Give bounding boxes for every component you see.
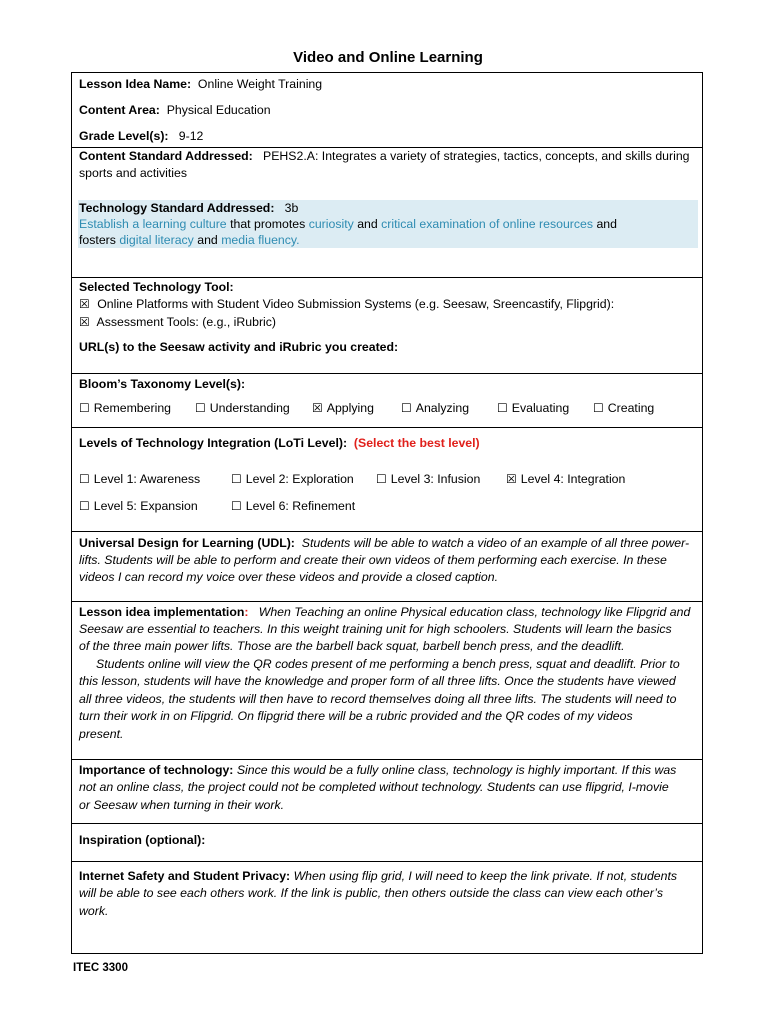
- safety-section: [72, 861, 702, 953]
- importance-line1: [79, 762, 696, 780]
- implementation-text: all three videos, the students will then have to record themselves doing all three lifts. The students will need to: [79, 692, 677, 706]
- standard-text: and: [593, 217, 617, 231]
- loti-option-label: Level 4: Integration: [520, 472, 626, 486]
- content-standard-label: Content Standard Addressed:: [79, 149, 253, 163]
- implementation-colon: :: [244, 605, 249, 619]
- loti-option[interactable]: [376, 472, 480, 486]
- standard-text: that promotes: [226, 217, 309, 231]
- tool-option-label: Assessment Tools: (e.g., iRubric): [96, 315, 277, 329]
- blooms-option-label: Analyzing: [415, 401, 470, 415]
- standard-text: and: [353, 217, 382, 231]
- importance-section: [72, 759, 702, 823]
- technology-standard-text-line1: [79, 216, 696, 234]
- loti-label-row: [79, 435, 696, 453]
- checked-box-icon[interactable]: ☒: [506, 472, 517, 486]
- implementation-text: Seesaw are essential to teachers. In this weight training unit for high schoolers. Students will learn the basics: [79, 622, 672, 636]
- unchecked-box-icon[interactable]: ☐: [195, 401, 206, 415]
- standard-text: fosters: [79, 233, 120, 247]
- loti-option-label: Level 2: Exploration: [245, 472, 354, 486]
- url-label: URL(s) to the Seesaw activity and iRubric you created:: [79, 340, 399, 354]
- tool-option-label: Online Platforms with Student Video Submission Systems (e.g. Seesaw, Sreencastify, Flipgrid):: [97, 297, 615, 311]
- content-area-value: Physical Education: [166, 103, 271, 117]
- implementation-text: this lesson, students will have the knowledge and proper form of all three lifts. Once the students have viewed: [79, 674, 676, 688]
- safety-label: Internet Safety and Student Privacy:: [79, 869, 291, 883]
- udl-line1: [79, 535, 696, 553]
- udl-text: Students will be able to watch a video of an example of all three power-: [301, 536, 690, 550]
- implementation-text: When Teaching an online Physical education class, technology like Flipgrid and: [258, 605, 691, 619]
- standard-highlight-phrase: critical examination of online resources: [381, 217, 594, 231]
- importance-text: not an online class, the project could not be completed without technology. Students can use flipgrid, I-movie: [79, 780, 669, 794]
- unchecked-box-icon[interactable]: ☐: [79, 499, 90, 513]
- standard-highlight-phrase: curiosity: [308, 217, 354, 231]
- lesson-plan-form: [71, 72, 703, 954]
- grade-level-value: 9-12: [178, 129, 204, 143]
- standard-highlight-phrase: media fluency.: [221, 233, 300, 247]
- page-title: Video and Online Learning: [293, 49, 483, 66]
- technology-standard-code: 3b: [284, 201, 299, 215]
- technology-tool-section: [72, 277, 702, 373]
- blooms-option[interactable]: [79, 401, 171, 415]
- implementation-section: [72, 601, 702, 759]
- technology-tool-label: Selected Technology Tool:: [79, 280, 234, 294]
- implementation-text: present.: [79, 727, 124, 741]
- unchecked-box-icon[interactable]: ☐: [231, 472, 242, 486]
- unchecked-box-icon[interactable]: ☐: [593, 401, 604, 415]
- loti-option[interactable]: [231, 499, 355, 513]
- course-code-footer: ITEC 3300: [73, 962, 128, 974]
- content-area-row: [79, 102, 696, 120]
- loti-option[interactable]: [79, 499, 198, 513]
- loti-option-label: Level 3: Infusion: [390, 472, 481, 486]
- safety-text: will be able to see each others work. If the link is public, then others outside the class can view each other’s: [79, 886, 663, 900]
- grade-level-label: Grade Level(s):: [79, 129, 169, 143]
- blooms-option[interactable]: [593, 401, 654, 415]
- loti-option[interactable]: [231, 472, 354, 486]
- loti-option[interactable]: [79, 472, 200, 486]
- unchecked-box-icon[interactable]: ☐: [79, 472, 90, 486]
- checked-box-icon[interactable]: ☒: [79, 297, 90, 311]
- checked-box-icon[interactable]: ☒: [312, 401, 323, 415]
- implementation-label: Lesson idea implementation: [79, 605, 245, 619]
- lesson-name-label: Lesson Idea Name:: [79, 77, 192, 91]
- standard-text: and: [193, 233, 222, 247]
- blooms-label: Bloom’s Taxonomy Level(s):: [79, 377, 246, 391]
- standards-section: [72, 147, 702, 277]
- blooms-option-label: Evaluating: [511, 401, 570, 415]
- unchecked-box-icon[interactable]: ☐: [231, 499, 242, 513]
- importance-text: Since this would be a fully online class, technology is highly important. If this was: [236, 763, 677, 777]
- loti-note: (Select the best level): [353, 436, 480, 450]
- implementation-text: turn their work in on Flipgrid. On flipgrid there will be a rubric provided and the QR codes of my videos: [79, 709, 633, 723]
- udl-text: videos I can record my voice over these videos and provide a closed caption.: [79, 570, 499, 584]
- blooms-option[interactable]: [312, 401, 374, 415]
- safety-line1: [79, 868, 696, 886]
- blooms-option-label: Understanding: [209, 401, 290, 415]
- loti-option[interactable]: [506, 472, 625, 486]
- lesson-name-row: [79, 76, 696, 94]
- content-standard-value: PEHS2.A: Integrates a variety of strategies, tactics, concepts, and skills during: [263, 149, 690, 163]
- blooms-option[interactable]: [195, 401, 290, 415]
- loti-option-label: Level 6: Refinement: [245, 499, 356, 513]
- content-area-label: Content Area:: [79, 103, 160, 117]
- blooms-option[interactable]: [497, 401, 569, 415]
- udl-section: [72, 531, 702, 601]
- standard-highlight-phrase: digital literacy: [119, 233, 194, 247]
- inspiration-section: [72, 823, 702, 861]
- implementation-line1: [79, 604, 696, 622]
- unchecked-box-icon[interactable]: ☐: [376, 472, 387, 486]
- technology-standard-text-line2: [79, 232, 696, 250]
- loti-label: Levels of Technology Integration (LoTi Level):: [79, 436, 348, 450]
- lesson-info-section: [72, 73, 702, 147]
- lesson-name-value: Online Weight Training: [197, 77, 323, 91]
- safety-text: When using flip grid, I will need to keep the link private. If not, students: [293, 869, 678, 883]
- safety-text: work.: [79, 904, 109, 918]
- unchecked-box-icon[interactable]: ☐: [497, 401, 508, 415]
- loti-option-label: Level 5: Expansion: [93, 499, 198, 513]
- blooms-section: [72, 373, 702, 427]
- technology-standard-label: Technology Standard Addressed:: [79, 201, 275, 215]
- unchecked-box-icon[interactable]: ☐: [401, 401, 412, 415]
- inspiration-label: Inspiration (optional):: [79, 833, 206, 847]
- content-standard-value-cont: sports and activities: [79, 166, 187, 180]
- udl-text: lifts. Students will be able to perform and create their own videos of them performing each exercise. In these: [79, 553, 667, 567]
- grade-level-row: [79, 128, 696, 146]
- tool-option-video-platforms: [79, 296, 696, 314]
- technology-standard-row: [79, 200, 696, 218]
- blooms-option[interactable]: [401, 401, 469, 415]
- unchecked-box-icon[interactable]: ☐: [79, 401, 90, 415]
- implementation-text: Students online will view the QR codes present of me performing a bench press, squat and deadlift. Prior to: [96, 657, 680, 671]
- standard-highlight-phrase: Establish a learning culture: [79, 217, 227, 231]
- udl-label: Universal Design for Learning (UDL):: [79, 536, 295, 550]
- checked-box-icon[interactable]: ☒: [79, 315, 90, 329]
- loti-section: [72, 427, 702, 531]
- loti-option-label: Level 1: Awareness: [93, 472, 201, 486]
- importance-text: or Seesaw when turning in their work.: [79, 798, 285, 812]
- blooms-option-label: Applying: [326, 401, 374, 415]
- tool-option-assessment: [79, 314, 696, 332]
- blooms-option-label: Remembering: [93, 401, 171, 415]
- importance-label: Importance of technology:: [79, 763, 234, 777]
- implementation-text: of the three main power lifts. Those are the barbell back squat, barbell bench press, and the deadlift.: [79, 639, 625, 653]
- blooms-option-label: Creating: [607, 401, 655, 415]
- content-standard-row: [79, 148, 696, 166]
